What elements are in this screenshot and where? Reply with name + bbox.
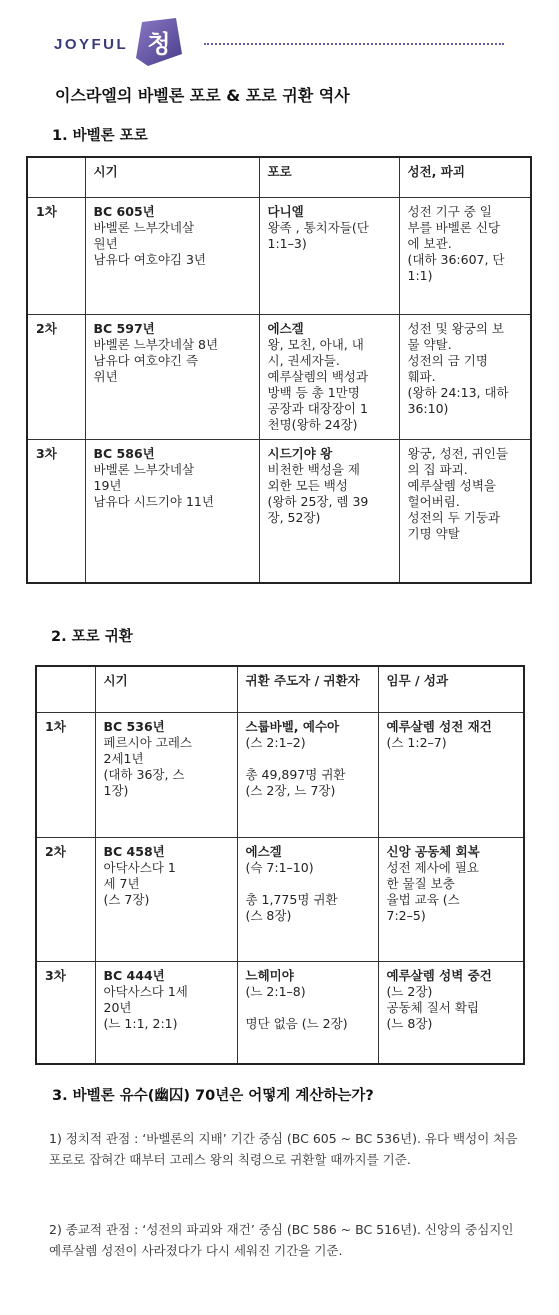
cell-heading: 다니엘 [267, 203, 304, 219]
header-empty [27, 157, 85, 197]
cell-line: 바벨론 느부갓네살 [93, 219, 195, 235]
cell-line: 천명(왕하 24장) [267, 416, 358, 432]
cell-heading: BC 536년 [103, 718, 165, 734]
cell-line: 율법 교육 (스 [386, 891, 460, 907]
brand-wordmark: JOYFUL [54, 36, 129, 53]
header-cell: 시기 [95, 666, 237, 712]
cell-heading: 스룹바벨, 예수아 [245, 718, 340, 734]
cell-line: 세 7년 [103, 875, 140, 891]
cell-line: (스 7장) [103, 891, 150, 907]
table-row [27, 439, 531, 583]
cell-line: 성전 기구 중 일 [407, 203, 492, 219]
cell-line: 의 집 파괴. [407, 461, 468, 477]
row-label: 3차 [27, 439, 85, 583]
cell-line: 바벨론 느부갓네살 [93, 461, 195, 477]
section1-heading: 1. 바벨론 포로 [52, 128, 148, 144]
cell-line: 19년 [93, 477, 122, 493]
row-label: 2차 [27, 314, 85, 439]
cell-line: 방백 등 총 1만명 [267, 384, 360, 400]
cell-line: (느 8장) [386, 1015, 433, 1031]
cell-line: 바벨론 느부갓네살 8년 [93, 336, 219, 352]
cell-line: (스 2장, 느 7장) [245, 782, 336, 798]
cell-spacer [246, 1000, 370, 1016]
cell-line: 물 약탈. [407, 336, 452, 352]
table-header-row [27, 157, 531, 197]
cell-line: (스 2:1–2) [245, 734, 306, 750]
cell-line: (대하 36:607, 단 [407, 251, 505, 267]
table-cell [378, 837, 524, 961]
cell-line: (대하 36장, 스 [103, 766, 185, 782]
cell-line: 아닥사스다 1 [103, 859, 176, 875]
cell-spacer [246, 751, 370, 767]
cell-line: 기명 약탈 [407, 525, 460, 541]
cell-line: 시, 권세자들. [267, 352, 340, 368]
cell-line: (스 8장) [245, 907, 292, 923]
row-label: 2차 [36, 837, 95, 961]
header [54, 14, 504, 70]
table-cell [259, 314, 399, 439]
header-cell: 시기 [85, 157, 259, 197]
page-title: 이스라엘의 바벨론 포로 & 포로 귀환 역사 [55, 86, 350, 105]
cell-line: 1:1–3) [267, 235, 307, 251]
table-row [36, 961, 524, 1064]
cell-line: 성전의 두 기둥과 [407, 509, 500, 525]
header-cell: 성전, 파괴 [399, 157, 531, 197]
cell-line: 비천한 백성을 제 [267, 461, 360, 477]
table-cell [237, 837, 378, 961]
cell-line: 총 1,775명 귀환 [245, 891, 338, 907]
cell-line: 20년 [103, 999, 132, 1015]
cell-line: 남유다 시드기야 11년 [93, 493, 214, 509]
table-cell [399, 197, 531, 314]
cell-line: 원년 [93, 235, 118, 251]
cell-heading: 시드기야 왕 [267, 445, 333, 461]
table-cell [85, 439, 259, 583]
cell-heading: 신앙 공동체 회복 [386, 843, 480, 859]
cell-line: 36:10) [407, 400, 449, 416]
cell-line: 왕, 모친, 아내, 내 [267, 336, 364, 352]
row-label: 1차 [36, 712, 95, 837]
table-cell [378, 712, 524, 837]
section2-heading: 2. 포로 귀환 [51, 629, 133, 645]
cell-line: (느 1:1, 2:1) [103, 1015, 178, 1031]
header-divider [204, 43, 504, 45]
cell-line: (슥 7:1–10) [245, 859, 314, 875]
cell-line: 에 보관. [407, 235, 452, 251]
cell-heading: 느헤미야 [245, 967, 294, 983]
table-cell [378, 961, 524, 1064]
table-cell [85, 197, 259, 314]
cell-line: 7:2–5) [386, 907, 426, 923]
table-cell [85, 314, 259, 439]
cell-heading: 에스겔 [245, 843, 282, 859]
cell-line: 2세1년 [103, 750, 144, 766]
header-empty [36, 666, 95, 712]
row-label: 1차 [27, 197, 85, 314]
cell-line: 위년 [93, 368, 118, 384]
cell-spacer [246, 876, 370, 892]
cell-line: 페르시아 고레스 [103, 734, 192, 750]
cell-line: 예루살렘 성벽을 [407, 477, 496, 493]
table-cell [399, 439, 531, 583]
cell-line: (느 2장) [386, 983, 433, 999]
cell-line: (느 2:1–8) [245, 983, 306, 999]
paragraph-political: 1) 정치적 관점 : ‘바벨론의 지배’ 기간 중심 (BC 605 ~ BC 536년). 유다 백성이 처음 포로로 잡혀간 때부터 고레스 왕의 칙령으로 귀환할 때까지를 기준. [49, 1131, 518, 1167]
cell-line: 왕족 , 통치자들(단 [267, 219, 369, 235]
cell-line: 성전 및 왕궁의 보 [407, 320, 504, 336]
cell-line: 공장과 대장장이 1 [267, 400, 368, 416]
cell-line: 명단 없음 (느 2장) [245, 1015, 348, 1031]
cell-line: 예루살렘의 백성과 [267, 368, 369, 384]
cell-heading: BC 458년 [103, 843, 165, 859]
section3-heading: 3. 바벨론 유수(幽囚) 70년은 어떻게 계산하는가? [52, 1088, 374, 1104]
table-cell [95, 837, 237, 961]
cell-line: 부를 바벨론 신당 [407, 219, 500, 235]
table-cell [399, 314, 531, 439]
badge-text: 청 [147, 30, 171, 58]
paragraph-religious: 2) 종교적 관점 : ‘성전의 파괴와 재건’ 중심 (BC 586 ~ BC 516년). 신앙의 중심지인 예루살렘 성전이 사라졌다가 다시 세워진 기간을 기준. [49, 1222, 514, 1258]
cell-heading: BC 597년 [93, 320, 155, 336]
cell-heading: 예루살렘 성전 재건 [386, 718, 492, 734]
cell-line: 훼파. [407, 368, 436, 384]
cell-line: 성전 제사에 필요 [386, 859, 479, 875]
table-row [27, 197, 531, 314]
header-cell: 포로 [259, 157, 399, 197]
captivity-table [26, 156, 532, 584]
cell-line: 1장) [103, 782, 129, 798]
table-cell [237, 961, 378, 1064]
table-cell [237, 712, 378, 837]
cell-heading: 에스겔 [267, 320, 304, 336]
table-cell [95, 961, 237, 1064]
cell-line: 남유다 여호야긴 즉 [93, 352, 199, 368]
table-row [36, 837, 524, 961]
return-table [35, 665, 525, 1065]
cell-heading: BC 444년 [103, 967, 165, 983]
cell-line: 장, 52장) [267, 509, 321, 525]
cell-heading: 예루살렘 성벽 중건 [386, 967, 492, 983]
cell-line: 공동체 질서 확립 [386, 999, 479, 1015]
table-row [36, 712, 524, 837]
table-cell [95, 712, 237, 837]
table-cell [259, 197, 399, 314]
table-header-row [36, 666, 524, 712]
cell-line: (스 1:2–7) [386, 734, 447, 750]
cell-line: 성전의 금 기명 [407, 352, 488, 368]
cell-line: 1:1) [407, 267, 433, 283]
cell-line: 한 물질 보충 [386, 875, 455, 891]
cell-heading: BC 586년 [93, 445, 155, 461]
cell-line: (왕하 25장, 렘 39 [267, 493, 369, 509]
joyful-chung-badge-icon [130, 14, 186, 70]
row-label: 3차 [36, 961, 95, 1064]
cell-line: 외한 모든 백성 [267, 477, 348, 493]
header-cell: 임무 / 성과 [378, 666, 524, 712]
cell-heading: BC 605년 [93, 203, 155, 219]
header-cell: 귀환 주도자 / 귀환자 [237, 666, 378, 712]
cell-line: 총 49,897명 귀환 [245, 766, 346, 782]
table-row [27, 314, 531, 439]
cell-line: 헐어버림. [407, 493, 460, 509]
cell-line: (왕하 24:13, 대하 [407, 384, 509, 400]
table-cell [259, 439, 399, 583]
cell-line: 남유다 여호야김 3년 [93, 251, 206, 267]
cell-line: 왕궁, 성전, 귀인들 [407, 445, 508, 461]
cell-line: 아닥사스다 1세 [103, 983, 188, 999]
